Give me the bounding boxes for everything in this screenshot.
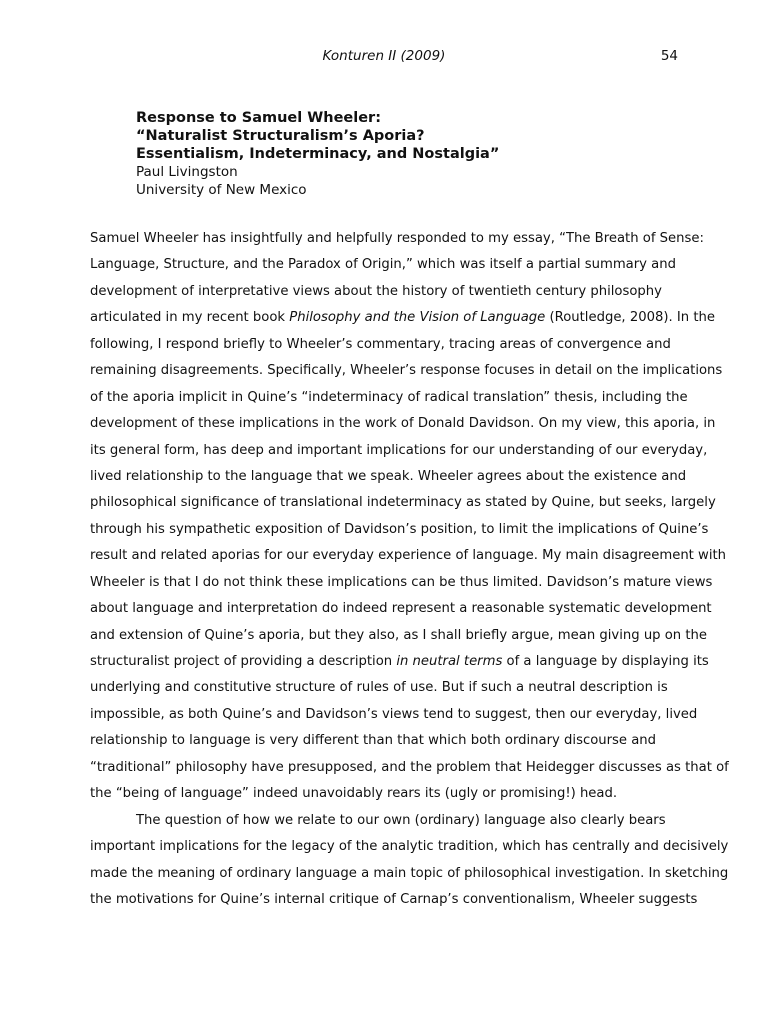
text-line: “traditional” philosophy have presupposed, and the problem that Heidegger discusses as that of <box>90 759 729 775</box>
text-line: The question of how we relate to our own (ordinary) language also clearly bears <box>136 812 666 828</box>
paragraph-2 <box>90 808 729 914</box>
author-name: Paul Livingston <box>136 164 238 180</box>
text-line: Wheeler is that I do not think these implications can be thus limited. Davidson’s mature views <box>90 574 713 590</box>
text-line: relationship to language is very different than that which both ordinary discourse and <box>90 733 657 749</box>
text-line: Language, Structure, and the Paradox of Origin,” which was itself a partial summary and <box>90 257 676 273</box>
article-body <box>90 226 729 913</box>
text-line: about language and interpretation do indeed represent a reasonable systematic development <box>90 601 712 617</box>
text-line: Samuel Wheeler has insightfully and helpfully responded to my essay, “The Breath of Sense: <box>90 231 704 246</box>
text-span: of a language by displaying its <box>502 654 709 669</box>
running-header <box>0 46 768 66</box>
text-span: (Routledge, 2008). In the <box>545 310 715 326</box>
text-line: of the aporia implicit in Quine’s “indeterminacy of radical translation” thesis, including the <box>90 389 688 405</box>
text-line <box>90 305 715 331</box>
emphasis-phrase: in neutral terms <box>396 654 503 669</box>
text-line: and extension of Quine’s aporia, but they also, as I shall briefly argue, mean giving up on the <box>90 627 708 643</box>
text-line: important implications for the legacy of the analytic tradition, which has centrally and decisively <box>90 839 729 855</box>
text-line: impossible, as both Quine’s and Davidson’s views tend to suggest, then our everyday, lived <box>90 706 698 722</box>
text-line: through his sympathetic exposition of Davidson’s position, to limit the implications of Quine’s <box>90 521 709 537</box>
author-affiliation: University of New Mexico <box>136 182 307 198</box>
text-span: structuralist project of providing a description <box>90 654 397 669</box>
text-line: following, I respond briefly to Wheeler’s commentary, tracing areas of convergence and <box>90 336 671 352</box>
text-line: the motivations for Quine’s internal critique of Carnap’s conventionalism, Wheeler suggests <box>90 891 698 907</box>
text-line: development of interpretative views about the history of twentieth century philosophy <box>90 283 662 299</box>
page-number: 54 <box>660 48 678 64</box>
text-line: development of these implications in the work of Donald Davidson. On my view, this aporia, in <box>90 416 716 432</box>
text-line: made the meaning of ordinary language a main topic of philosophical investigation. In sketching <box>90 865 729 881</box>
article-title-line-2: “Naturalist Structuralism’s Aporia? <box>136 128 425 144</box>
text-line: remaining disagreements. Specifically, Wheeler’s response focuses in detail on the implications <box>90 363 723 379</box>
article-title-line-3: Essentialism, Indeterminacy, and Nostalgia” <box>136 146 500 162</box>
article-title-line-1: Response to Samuel Wheeler: <box>136 110 381 126</box>
text-line: its general form, has deep and important implications for our understanding of our everyday, <box>90 442 708 458</box>
text-line: underlying and constitutive structure of rules of use. But if such a neutral description is <box>90 680 668 696</box>
text-span: articulated in my recent book <box>90 310 290 326</box>
text-line <box>90 649 709 675</box>
text-line: the “being of language” indeed unavoidably rears its (ugly or promising!) head. <box>90 786 618 802</box>
text-line: lived relationship to the language that we speak. Wheeler agrees about the existence and <box>90 468 687 484</box>
text-line: result and related aporias for our everyday experience of language. My main disagreement with <box>90 548 727 564</box>
article-title-block <box>136 109 696 199</box>
journal-citation: Konturen II (2009) <box>322 48 446 64</box>
book-title: Philosophy and the Vision of Language <box>289 310 546 326</box>
paragraph-1 <box>90 226 729 808</box>
text-line: philosophical significance of translational indeterminacy as stated by Quine, but seeks, largely <box>90 495 716 511</box>
